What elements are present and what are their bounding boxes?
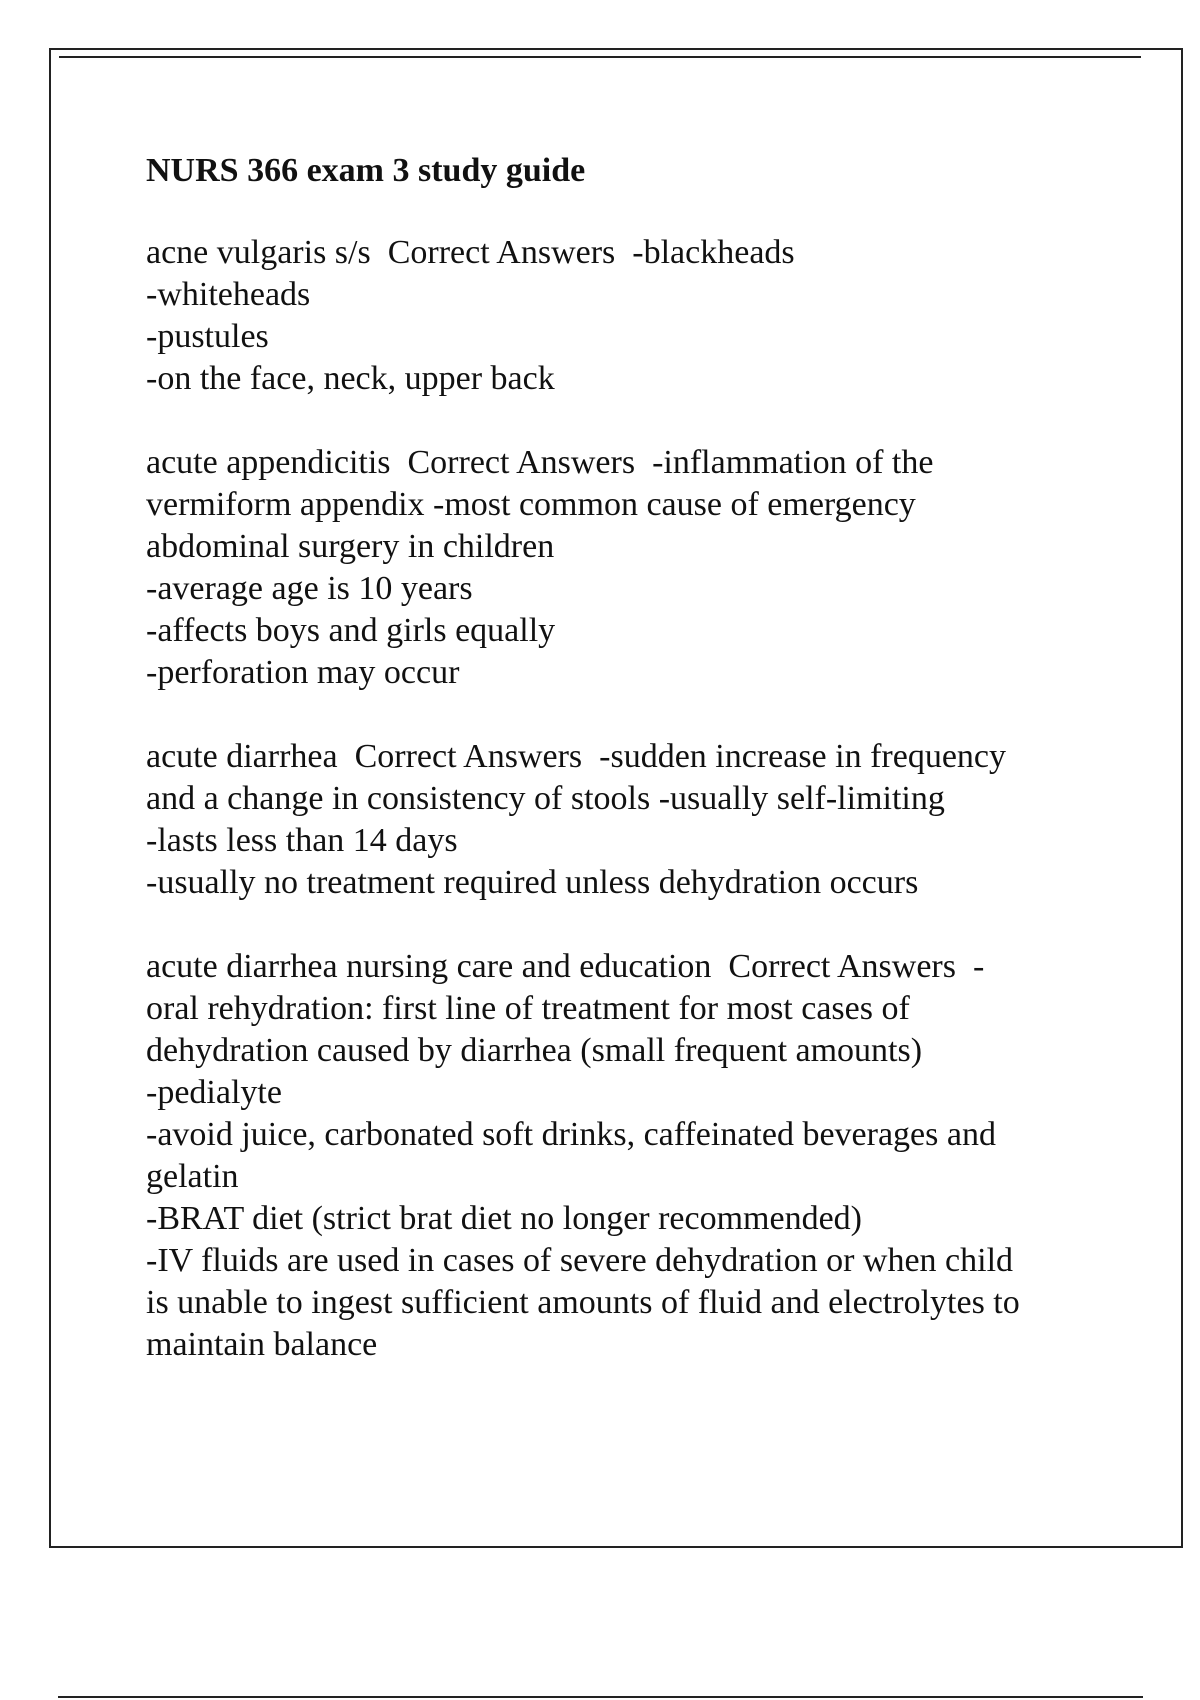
entry-line: acute diarrhea Correct Answers -sudden increase in frequency — [146, 738, 1007, 775]
entry-acne-vulgaris — [146, 232, 1136, 400]
entry-acute-diarrhea-nursing-care — [146, 946, 1136, 1366]
entry-acute-appendicitis — [146, 442, 1136, 694]
entry-line: -pustules — [146, 318, 269, 355]
entry-line: acute diarrhea nursing care and education Correct Answers - — [146, 948, 985, 985]
entry-line: -BRAT diet (strict brat diet no longer recommended) — [146, 1200, 863, 1237]
entry-line: -average age is 10 years — [146, 570, 473, 607]
entry-line: acute appendicitis Correct Answers -inflammation of the — [146, 444, 934, 481]
entry-line: acne vulgaris s/s Correct Answers -blackheads — [146, 234, 795, 271]
entry-line: -lasts less than 14 days — [146, 822, 458, 859]
entry-line: -pedialyte — [146, 1074, 282, 1111]
entry-line: -avoid juice, carbonated soft drinks, caffeinated beverages and — [146, 1116, 996, 1153]
entry-line: -on the face, neck, upper back — [146, 360, 555, 397]
entry-line: -perforation may occur — [146, 654, 460, 691]
entry-line: -whiteheads — [146, 276, 311, 313]
document-title: NURS 366 exam 3 study guide — [146, 152, 586, 189]
entry-line: vermiform appendix -most common cause of emergency — [146, 486, 916, 523]
top-rule — [59, 56, 1141, 58]
page-frame — [49, 48, 1183, 1548]
entry-line: abdominal surgery in children — [146, 528, 555, 565]
entry-line: maintain balance — [146, 1326, 378, 1363]
entry-line: -usually no treatment required unless dehydration occurs — [146, 864, 919, 901]
entry-line: dehydration caused by diarrhea (small frequent amounts) — [146, 1032, 923, 1069]
bottom-rule — [58, 1696, 1143, 1698]
entry-line: and a change in consistency of stools -usually self-limiting — [146, 780, 945, 817]
entry-line: oral rehydration: first line of treatment for most cases of — [146, 990, 910, 1027]
entry-line: -affects boys and girls equally — [146, 612, 556, 649]
entry-line: is unable to ingest sufficient amounts of fluid and electrolytes to — [146, 1284, 1020, 1321]
entry-line: -IV fluids are used in cases of severe dehydration or when child — [146, 1242, 1014, 1279]
entry-acute-diarrhea — [146, 736, 1136, 904]
document-content — [146, 150, 1136, 1408]
entry-line: gelatin — [146, 1158, 239, 1195]
